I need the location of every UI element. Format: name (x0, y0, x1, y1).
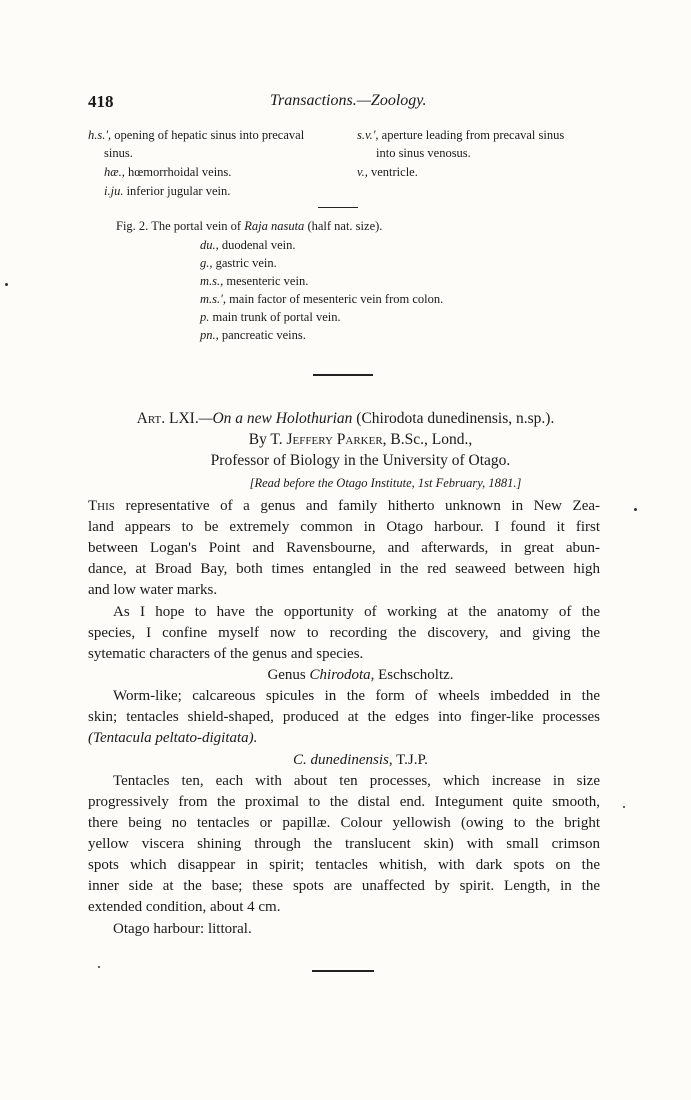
legend-hae (104, 163, 231, 181)
page-number: 418 (88, 92, 114, 111)
body-line: yellow viscera shining through the translucent skin) with small crimson (88, 836, 600, 852)
article-title-italic: —On a new Holothurian (198, 410, 353, 427)
genus-prefix: Genus (267, 667, 310, 683)
body-line: inner side at the base; these spots are unaffected by spirit. Length, in the (88, 878, 600, 894)
byline-end: , B.Sc., Lond., (382, 431, 473, 448)
legend-text: ventricle. (367, 165, 418, 179)
fig2-caption (116, 217, 382, 235)
section-divider (313, 374, 373, 376)
legend-term: m.s., (200, 274, 224, 288)
legend-text: aperture leading from precaval sinus (378, 128, 565, 142)
legend-term: s.v.', (357, 128, 379, 142)
body-line (88, 496, 600, 516)
body-line: and low water marks. (88, 582, 218, 598)
body-line: sytematic characters of the genus and species. (88, 646, 364, 662)
drop-word: This (88, 498, 115, 514)
fig2-item (200, 326, 306, 344)
species-heading (0, 750, 691, 770)
fig2-item (200, 236, 295, 254)
body-line: there being no tentacles or papillæ. Colour yellowish (owing to the bright (88, 815, 600, 831)
scan-speck (623, 806, 625, 808)
line-text: representative of a genus and family hitherto unknown in New Zea- (114, 498, 600, 514)
legend-term: hæ., (104, 165, 125, 179)
fig2-item (200, 254, 277, 272)
end-divider (312, 970, 374, 972)
article-title-rest: (Chirodota dunedinensis, n.sp.). (352, 410, 555, 427)
genus-authority: , Eschscholtz. (370, 667, 454, 683)
legend-iju (104, 182, 230, 200)
legend-term: h.s.', (88, 128, 112, 142)
legend-term: pn., (200, 328, 219, 342)
fig2-caption-species: Raja nasuta (244, 219, 305, 233)
body-line: extended condition, about 4 cm. (88, 899, 281, 915)
legend-hs-cont: sinus. (104, 146, 133, 160)
fig2-caption-end: (half nat. size). (304, 219, 383, 233)
body-line: skin; tentacles shield-shaped, produced at the edges into finger-like processes (88, 709, 600, 725)
legend-text: gastric vein. (212, 256, 277, 270)
legend-term: g., (200, 256, 213, 270)
author-name: Jeffery Parker (286, 431, 383, 448)
read-before-note: [Read before the Otago Institute, 1st February, 1881.] (249, 476, 522, 490)
scan-speck (98, 966, 100, 968)
body-line: Otago harbour: littoral. (113, 921, 252, 937)
byline (0, 431, 691, 449)
legend-text: hœmorrhoidal veins. (124, 165, 232, 179)
scan-speck (634, 508, 637, 511)
fig2-item (200, 308, 341, 326)
legend-sv-cont: into sinus venosus. (376, 146, 471, 160)
legend-divider (318, 207, 358, 208)
body-line: Worm-like; calcareous spicules in the form of wheels imbedded in the (113, 688, 600, 704)
body-line: species, I confine myself now to recording the discovery, and giving the (88, 625, 600, 641)
affiliation: Professor of Biology in the University of Otago. (210, 452, 511, 469)
article-number: Art. LXI. (136, 410, 199, 427)
running-title: Transactions.—Zoology. (270, 92, 427, 109)
legend-term: p. (200, 310, 210, 324)
body-line: spots which disappear in spirit; tentacles whitish, with dark spots on the (88, 857, 600, 873)
body-line: (Tentacula peltato-digitata). (88, 730, 258, 746)
legend-text: pancreatic veins. (218, 328, 306, 342)
body-line: progressively from the proximal to the distal end. Integument quite smooth, (88, 794, 600, 810)
body-line: land appears to be extremely common in Otago harbour. I found it first (88, 519, 600, 535)
legend-term: du., (200, 238, 219, 252)
article-title (0, 410, 691, 428)
legend-text: inferior jugular vein. (123, 184, 231, 198)
fig2-item (200, 290, 443, 308)
legend-text: main factor of mesenteric vein from colon. (225, 292, 444, 306)
body-line: Tentacles ten, each with about ten processes, which increase in size (113, 773, 600, 789)
body-line: between Logan's Point and Ravensbourne, and afterwards, in great abun- (88, 540, 600, 556)
genus-heading (0, 665, 691, 685)
species-name: C. dunedinensis (293, 752, 389, 768)
legend-text: mesenteric vein. (223, 274, 309, 288)
legend-term: m.s.', (200, 292, 226, 306)
legend-text: main trunk of portal vein. (209, 310, 341, 324)
scan-speck (5, 283, 8, 286)
legend-sv (357, 126, 564, 144)
body-line: As I hope to have the opportunity of working at the anatomy of the (113, 604, 600, 620)
fig2-item (200, 272, 308, 290)
legend-term: v., (357, 165, 368, 179)
legend-hs (88, 126, 304, 144)
legend-term: i.ju. (104, 184, 124, 198)
species-authority: , T.J.P. (388, 752, 428, 768)
legend-v (357, 163, 418, 181)
body-line: dance, at Broad Bay, both times entangled in the red seaweed between high (88, 561, 600, 577)
fig2-caption-start: Fig. 2. The portal vein of (116, 219, 245, 233)
legend-text: opening of hepatic sinus into precaval (111, 128, 305, 142)
byline-by: By T. (248, 431, 287, 448)
legend-text: duodenal vein. (218, 238, 296, 252)
genus-name: Chirodota (309, 667, 371, 683)
